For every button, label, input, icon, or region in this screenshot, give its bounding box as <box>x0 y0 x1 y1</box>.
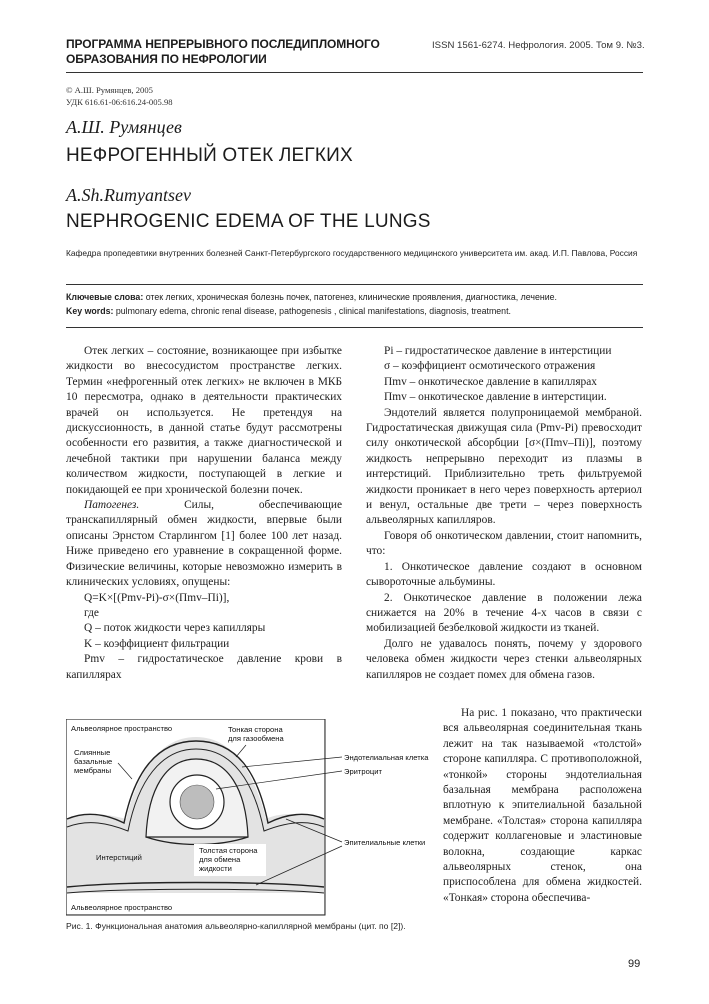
udk-code: УДК 616.61-06:616.24-005.98 <box>66 97 173 107</box>
definition-q: Q – поток жидкости через капилляры <box>84 622 266 635</box>
label-thick-side-1: Толстая сторона <box>199 846 258 855</box>
label-thick-side-2: для обмена <box>199 855 241 864</box>
alveolar-capillary-diagram <box>66 719 438 919</box>
section-rule <box>66 284 643 285</box>
where-word: где <box>84 606 99 619</box>
starling-formula: Q=K×[(Pmv-Pi)-σ×(Πmv–Πi)], <box>84 591 230 604</box>
keywords-ru-label: Ключевые слова: <box>66 292 144 302</box>
paragraph: На рис. 1 показано, что практически вся альвеолярная соединительная ткань лежит на так называемой «толстой» стороне капилляра. С противоположной, «тонкой» стороны эндотелиальная базальная мембрана расположена вплотную к эпителиальной базальной мембране. «Толстая» сторона капилляра содержит коллагеновые и эластиновые волокна, создающие каркас альвеолярных стенок, она приспособлена для обмена жидкостей. «Тонкая» сторона обеспечива- <box>443 707 642 904</box>
journal-title: ПРОГРАММА НЕПРЕРЫВНОГО ПОСЛЕДИПЛОМНОГО ОБРАЗОВАНИЯ ПО НЕФРОЛОГИИ <box>66 37 380 66</box>
title-ru: НЕФРОГЕННЫЙ ОТЕК ЛЕГКИХ <box>66 145 353 166</box>
title-en: NEPHROGENIC EDEMA OF THE LUNGS <box>66 211 431 232</box>
affiliation: Кафедра пропедевтики внутренних болезней Санкт-Петербургского государственного медицинского университета им. акад. И.П. Павлова, Россия <box>66 248 638 258</box>
label-endothelial-cell: Эндотелиальная клетка <box>344 753 429 762</box>
label-thick-side-3: жидкости <box>199 864 232 873</box>
column-right-wrap <box>443 706 642 906</box>
paragraph: Долго не удавалось понять, почему у здорового человека обмен жидкости через стенки альвеолярных капилляров не создает помех для обмена газов. <box>366 637 642 681</box>
label-thin-side-1: Тонкая сторона <box>228 725 283 734</box>
list-item: 1. Онкотическое давление создают в основном сывороточные альбумины. <box>366 560 642 589</box>
author-ru: А.Ш. Румянцев <box>66 117 182 137</box>
keywords-rule <box>66 327 643 328</box>
issn-line: ISSN 1561-6274. Нефрология. 2005. Том 9. №3. <box>432 40 645 51</box>
figure-caption: Рис. 1. Функциональная анатомия альвеолярно-капиллярной мембраны (цит. по [2]). <box>66 921 406 931</box>
paragraph: Отек легких – состояние, возникающее при избытке жидкости во внесосудистом пространстве легких. Термин «нефрогенный отек легких» не включен в МКБ 10 пересмотра, однако в деятельности практических врачей он используется. Не претендуя на дискуссионность, в данной статье будут рассмотрены особенности его развития, а также диагностической и лечебной тактики при нарушении баланса между количеством жидкости, поступающей в легкие и покидающей ее при хронической болезни почек. <box>66 345 342 496</box>
list-item: 2. Онкотическое давление в положении лежа снижается на 20% в течение 4-х часов в связи с мобилизацией безбелковой жидкости из тканей. <box>366 591 642 635</box>
paragraph: Эндотелий является полупроницаемой мембраной. Гидростатическая движущая сила (Pmv-Pi) превосходит силу онкотической абсорбции [σ×(Πmv–Πi)], поэтому жидкость непрерывно переходит из плазмы в интерстиций. Приблизительно треть фильтруемой жидкости проникает в него через поверхность артериол и венул, остальные две трети – через поверхность альвеолярных капилляров. <box>366 406 642 527</box>
label-alveolar-space-top: Альвеолярное пространство <box>71 724 173 733</box>
keywords-en-text: pulmonary edema, chronic renal disease, pathogenesis , clinical manifestations, diagnosis, treatment. <box>113 306 511 316</box>
keywords-ru <box>66 290 646 305</box>
header-rule <box>66 72 643 73</box>
label-epithelial-cells: Эпителиальные клетки <box>344 838 426 847</box>
page-number: 99 <box>628 958 641 970</box>
pathogenesis-heading: Патогенез. <box>84 499 140 512</box>
definition-pimv: Πmv – онкотическое давление в капиллярах <box>384 375 598 388</box>
definition-sigma: σ – коэффициент осмотического отражения <box>384 360 596 373</box>
column-left <box>66 344 342 683</box>
definition-pi: Pi – гидростатическое давление в интерстиции <box>384 345 612 357</box>
author-en: A.Sh.Rumyantsev <box>66 185 191 205</box>
label-alveolar-space-bottom: Альвеолярное пространство <box>71 903 173 912</box>
copyright: © А.Ш. Румянцев, 2005 <box>66 85 153 95</box>
keywords-en <box>66 304 646 319</box>
keywords-en-label: Key words: <box>66 306 114 316</box>
paragraph: Говоря об онкотическом давлении, стоит напомнить, что: <box>366 529 642 558</box>
article-meta <box>66 84 173 108</box>
erythrocyte-core <box>180 785 214 819</box>
label-fused-membranes-2: базальные <box>74 757 113 766</box>
definition-pii: Πmv – онкотическое давление в интерстиции. <box>384 391 607 404</box>
keywords-ru-text: отек легких, хроническая болезнь почек, патогенез, клинические проявления, диагностика, лечение. <box>143 292 557 302</box>
paragraph: Патогенез. Силы, обеспечивающие транскапиллярный обмен жидкости, впервые были описаны Эрнстом Старлингом [1] более 100 лет назад. Ниже приведено его уравнение в сокращенной форме. Физические величины, которые невозможно измерить в клинических условиях, опущены: <box>66 499 342 589</box>
label-interstitium: Интерстиций <box>96 853 142 862</box>
definition-k: K – коэффициент фильтрации <box>84 637 230 650</box>
label-fused-membranes-1: Слиянные <box>74 748 111 757</box>
label-fused-membranes-3: мембраны <box>74 766 112 775</box>
column-right <box>366 344 642 683</box>
label-thin-side-2: для газообмена <box>228 734 284 743</box>
label-erythrocyte: Эритроцит <box>344 767 382 776</box>
definition-pmv: Pmv – гидростатическое давление крови в капиллярах <box>66 653 342 681</box>
